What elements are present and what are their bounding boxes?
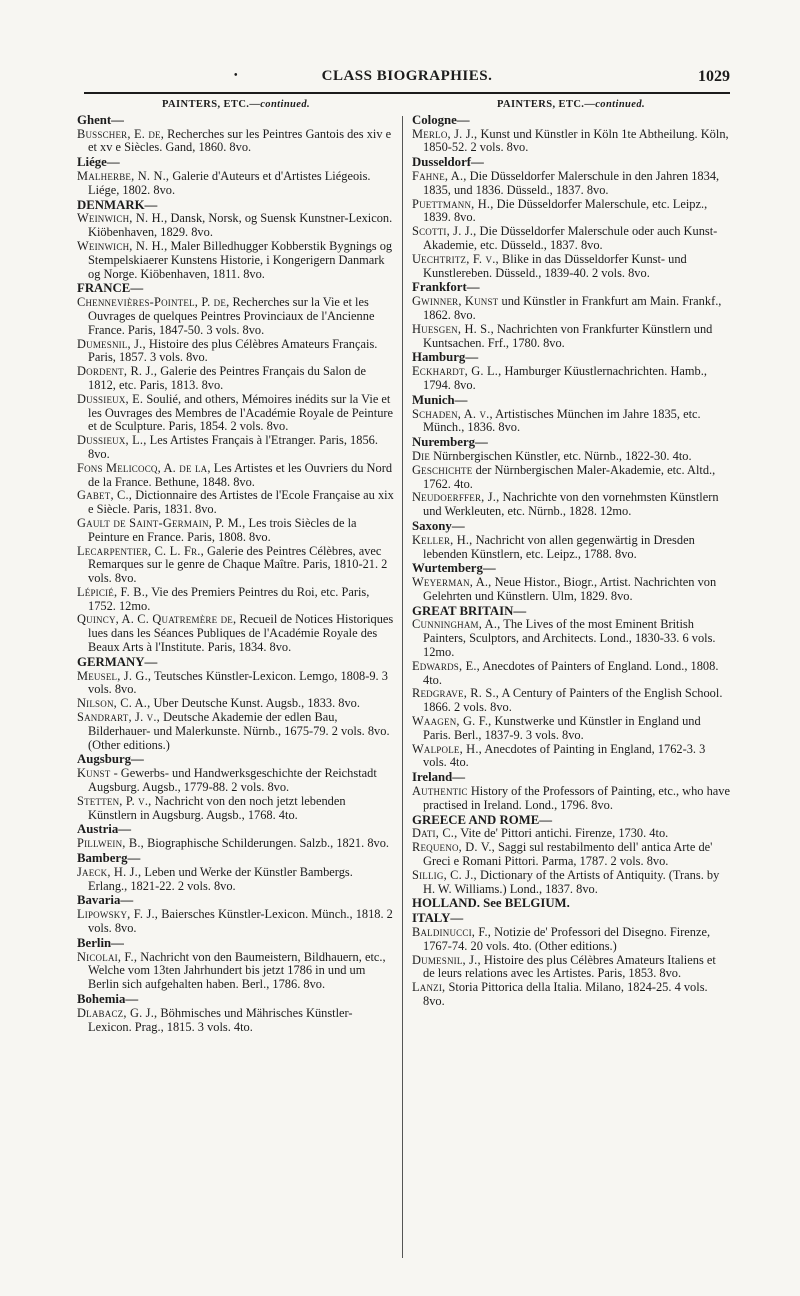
entry-author: Sandrart, J. v.,: [77, 710, 160, 725]
entry-author: Meusel, J. G.,: [77, 668, 152, 683]
entry-author: Busscher, E. de,: [77, 126, 165, 141]
entry-text: Les Artistes Français à l'Etranger. Paris, 1856. 8vo.: [88, 433, 378, 461]
entry-author: Stetten, P. v.,: [77, 793, 152, 808]
entry-author: Cunningham, A.,: [412, 617, 501, 632]
entry-author: Eckhardt, G. L.,: [412, 364, 502, 379]
section-heading: Austria—: [77, 822, 132, 837]
entry-text: Blike in das Düsseldorfer Kunst- und Kunstlereben. Düsseld., 1839-40. 2 vols. 8vo.: [423, 251, 687, 280]
section-heading: GREAT BRITAIN—: [412, 603, 527, 618]
entry-text: Maler Billedhugger Kobberstik Bygnings og Stempelskiaerer Kunstens Historie, i Kongerigern Danmark og Norge. Kiöbenhaven, 1811. 8vo.: [88, 238, 393, 281]
column-heading-text: PAINTERS, ETC.—: [496, 99, 596, 110]
bibliography-entry: [77, 489, 395, 517]
entry-text: Nachricht von allen gegenwärtig in Dresden lebenden Künstlern, etc. Leipz., 1788. 8vo.: [423, 532, 695, 561]
entry-author: Dlabacz, G. J.,: [77, 1005, 158, 1020]
bibliography-entry: [77, 767, 395, 795]
entry-author: Walpole, H.,: [412, 741, 482, 756]
bibliography-entry: [412, 785, 730, 813]
section-heading: Berlin—: [77, 935, 124, 950]
bibliography-entry: [412, 954, 730, 982]
section-heading: FRANCE—: [77, 281, 144, 296]
bibliography-entry: [77, 586, 395, 614]
entry-text: Kunst und Künstler in Köln 1te Abtheilung. Köln, 1850-52. 2 vols. 8vo.: [423, 126, 729, 155]
bibliography-entry: [77, 545, 395, 586]
entry-text: Die Düsseldorfer Malerschule, etc. Leipz., 1839. 8vo.: [423, 196, 708, 225]
entry-author: Die: [412, 448, 431, 463]
entry-text: Anecdotes of Painting in England, 1762-3. 3 vols. 4to.: [423, 741, 706, 770]
entry-text: Galerie des Peintres Français du Salon de 1812, etc. Paris, 1813. 8vo.: [88, 364, 366, 392]
entry-author: Dordent, R. J.,: [77, 364, 158, 379]
section-heading: Ghent—: [77, 112, 124, 127]
bibliography-entry: [77, 462, 395, 490]
entry-author: Redgrave, R. S.,: [412, 686, 500, 701]
right-column: [412, 98, 730, 1009]
entry-author: Gwinner, Kunst: [412, 294, 499, 309]
entry-text: Neue Histor., Biogr., Artist. Nachrichten von Gelehrten und Künstlern. Ulm, 1829. 8vo.: [423, 575, 717, 603]
entry-text: Dansk, Norsk, og Suensk Kunstner-Lexicon. Kiöbenhaven, 1829. 8vo.: [88, 211, 393, 240]
entry-author: Neudoerffer, J.,: [412, 490, 500, 505]
entry-author: Schaden, A. v.,: [412, 406, 493, 421]
column-heading: [77, 98, 395, 112]
bibliography-entry: [77, 697, 395, 711]
bibliography-entry: [412, 981, 730, 1009]
entry-text: Soulié, and others, Mémoires inédits sur la Vie et les Ouvrages des Membres de l'Académie Royale de Peinture et de Sculpture. Paris, 1854. 2 vols. 8vo.: [88, 391, 394, 434]
entry-text: Nürnbergischen Künstler, etc. Nürnb., 1822-30. 4to.: [433, 448, 692, 463]
entry-text: Nachrichte von den vornehmsten Künstlern und Werkleuten, etc. Nürnb., 1828. 12mo.: [423, 490, 719, 519]
entry-text: Dictionary of the Artists of Antiquity. (Trans. by H. W. Williams.) Lond., 1837. 8vo.: [423, 867, 720, 896]
entry-text: Nachrichten von Frankfurter Künstlern und Kuntsachen. Frf., 1780. 8vo.: [423, 321, 713, 350]
entry-text: Nachricht von den Baumeistern, Bildhauern, etc., Welche vom 13ten Jahrhundert bis jetzt 1786 in und um Berlin sich aufgehalten haben. Berl., 1786. 8vo.: [88, 949, 386, 992]
section-heading: GERMANY—: [77, 654, 158, 669]
page-number: 1029: [698, 68, 730, 85]
entry-text: Recueil de Notices Historiques lues dans les Séances Publiques de l'Académie Royale des Beaux Arts à l'Institute. Paris, 1834. 8vo.: [88, 612, 394, 655]
bibliography-entry: [412, 295, 730, 323]
column-heading: [412, 98, 730, 112]
section-heading: Augsburg—: [77, 752, 144, 767]
entry-text: Die Düsseldorfer Malerschule in den Jahren 1834, 1835, und 1836. Düsseld., 1837. 8vo.: [423, 168, 720, 197]
entry-text: Böhmisches und Mährisches Künstler-Lexicon. Prag., 1815. 3 vols. 4to.: [88, 1005, 353, 1034]
entry-text: History of the Professors of Painting, etc., who have practised in Ireland. Lond., 1796. 8vo.: [423, 784, 730, 812]
bibliography-entry: [412, 464, 730, 492]
bibliography-entry: [77, 908, 395, 936]
entry-text: Les trois Siècles de la Peinture en France. Paris, 1808. 8vo.: [88, 515, 357, 544]
entry-text: Anecdotes of Painters of England. Lond., 1808. 4to.: [423, 658, 719, 687]
entry-author: Dumesnil, J.,: [412, 952, 481, 967]
bibliography-entry: [77, 837, 395, 851]
bibliography-entry: [77, 170, 395, 198]
entry-author: Huesgen, H. S.,: [412, 321, 494, 336]
bibliography-entry: [412, 491, 730, 519]
entry-text: Histoire des plus Célèbres Amateurs Français. Paris, 1857. 3 vols. 8vo.: [88, 336, 378, 365]
entry-author: Nilson, C. A.,: [77, 696, 151, 711]
entry-author: Waagen, G. F.,: [412, 714, 492, 729]
entry-text: - Gewerbs- und Handwerksgeschichte der Reichstadt Augsburg. Augsb., 1779-88. 2 vols. 8vo.: [88, 766, 377, 795]
section-heading: Saxony—: [412, 518, 465, 533]
bibliography-entry: [77, 393, 395, 434]
bibliography-entry: [412, 323, 730, 351]
entry-text: Kunstwerke und Künstler in England und Paris. Berl., 1837-9. 3 vols. 8vo.: [423, 714, 701, 742]
entry-text: Galerie d'Auteurs et d'Artistes Liégeois. Liége, 1802. 8vo.: [88, 168, 371, 197]
entry-text: Baiersches Künstler-Lexicon. Münch., 1818. 2 vols. 8vo.: [88, 907, 393, 936]
entry-author: Lépicié, F. B.,: [77, 584, 149, 599]
entry-text: Teutsches Künstler-Lexicon. Lemgo, 1808-9. 3 vols. 8vo.: [88, 668, 388, 697]
entry-author: Nicolai, F.,: [77, 949, 138, 964]
bibliography-entry: [412, 450, 730, 464]
entry-text: A Century of Painters of the English School. 1866. 2 vols. 8vo.: [423, 686, 723, 715]
entry-text: Dictionnaire des Artistes de l'Ecole Française au xix e Siècle. Paris, 1831. 8vo.: [88, 488, 394, 517]
entry-author: Malherbe, N. N.,: [77, 168, 170, 183]
bibliography-entry: [77, 434, 395, 462]
section-heading: Ireland—: [412, 770, 466, 785]
bibliography-entry: [77, 670, 395, 698]
entry-text: Histoire des plus Célèbres Amateurs Italiens et de leurs relations avec les Artistes. Paris, 1853. 8vo.: [423, 952, 716, 981]
bibliography-entry: [412, 869, 730, 897]
entry-text: Hamburger Küustlernachrichten. Hamb., 1794. 8vo.: [423, 364, 707, 392]
entry-author: Merlo, J. J.,: [412, 126, 478, 141]
entry-author: Lanzi,: [412, 980, 446, 995]
entry-author: Jaeck, H. J.,: [77, 864, 142, 879]
section-heading: Nuremberg—: [412, 435, 488, 450]
bibliography-entry: [77, 1007, 395, 1035]
bibliography-entry: [77, 951, 395, 992]
section-heading: GREECE AND ROME—: [412, 812, 553, 827]
bibliography-entry: [412, 660, 730, 688]
entry-author: Weinwich, N. H.,: [77, 211, 168, 226]
bibliography-entry: [412, 576, 730, 604]
entry-author: Puettmann, H.,: [412, 196, 494, 211]
entry-text: der Nürnbergischen Maler-Akademie, etc. Altd., 1762. 4to.: [423, 462, 716, 491]
entry-author: Authentic: [412, 784, 468, 799]
section-heading: Cologne—: [412, 112, 470, 127]
bibliography-entry: [412, 827, 730, 841]
column-heading-cont: continued.: [260, 99, 311, 110]
bibliography-entry: [412, 253, 730, 281]
bibliography-entry: [77, 517, 395, 545]
bibliography-entry: [412, 926, 730, 954]
entry-text: Leben und Werke der Künstler Bambergs. Erlang., 1821-22. 2 vols. 8vo.: [88, 864, 353, 893]
entry-author: Edwards, E.,: [412, 658, 480, 673]
entry-text: Storia Pittorica della Italia. Milano, 1824-25. 4 vols. 8vo.: [423, 980, 708, 1008]
bibliography-entry: [77, 212, 395, 240]
entry-author: Requeno, D. V.,: [412, 840, 495, 855]
entry-text: The Lives of the most Eminent British Painters, Sculptors, and Architects. Lond., 1830-33. 6 vols. 12mo.: [423, 617, 716, 660]
section-heading: ITALY—: [412, 911, 464, 926]
entry-text: Uber Deutsche Kunst. Augsb., 1833. 8vo.: [153, 696, 360, 711]
column-divider: [402, 116, 403, 1258]
entry-author: Geschichte: [412, 462, 473, 477]
entry-author: Lipowsky, F. J.,: [77, 907, 159, 922]
bibliography-entry: [412, 687, 730, 715]
section-heading: Frankfort—: [412, 280, 480, 295]
entry-author: Quincy, A. C. Quatremère de,: [77, 612, 237, 627]
entry-text: Recherches sur la Vie et les Ouvrages de quelques Peintres Provinciaux de l'Ancienne France. Paris, 1847-50. 3 vols. 8vo.: [88, 295, 375, 337]
entry-author: Scotti, J. J.,: [412, 224, 477, 239]
section-heading: Bohemia—: [77, 992, 139, 1006]
bibliography-entry: [412, 170, 730, 198]
entry-author: Gault de Saint-Germain, P. M.,: [77, 515, 246, 530]
bibliography-entry: [77, 795, 395, 823]
section-heading: Munich—: [412, 392, 468, 407]
entry-text: Vite de' Pittori antichi. Firenze, 1730. 4to.: [460, 826, 669, 841]
bibliography-entry: [412, 198, 730, 226]
section-heading: DENMARK—: [77, 197, 158, 212]
entry-text: Artistisches München im Jahre 1835, etc. Münch., 1836. 8vo.: [423, 406, 701, 435]
bibliography-entry: [77, 866, 395, 894]
entry-author: Kunst: [77, 766, 111, 781]
bibliography-entry: [412, 128, 730, 156]
bibliography-entry: [77, 613, 395, 654]
bibliography-entry: [412, 365, 730, 393]
bibliography-entry: [77, 365, 395, 393]
entry-text: Notizie de' Professori del Disegno. Firenze, 1767-74. 20 vols. 4to. (Other editions.): [423, 925, 711, 953]
entry-author: Baldinucci, F.,: [412, 925, 492, 940]
bibliography-entry: [412, 743, 730, 771]
bibliography-entry: [412, 618, 730, 659]
entry-text: Die Düsseldorfer Malerschule oder auch Kunst-Akademie, etc. Düsseld., 1837. 8vo.: [423, 224, 718, 252]
bibliography-entry: [77, 711, 395, 752]
bibliography-entry: [77, 240, 395, 281]
entry-author: Weyerman, A.,: [412, 575, 492, 590]
bibliography-entry: [412, 408, 730, 436]
bibliography-entry: [412, 715, 730, 743]
entry-author: Dumesnil, J.,: [77, 336, 146, 351]
bibliography-entry: [412, 534, 730, 562]
entry-author: Pillwein, B.,: [77, 836, 144, 851]
entry-author: Lecarpentier, C. L. Fr.,: [77, 543, 204, 558]
section-heading: Wurtemberg—: [412, 561, 496, 576]
section-heading: Liége—: [77, 155, 120, 170]
entry-text: Recherches sur les Peintres Gantois des xiv e et xv e Siècles. Gand, 1860. 8vo.: [88, 126, 392, 155]
entry-author: Chennevières-Pointel, P. de,: [77, 295, 230, 310]
entry-author: Dussieux, E.: [77, 391, 144, 406]
bibliography-entry: [412, 841, 730, 869]
column-heading-text: PAINTERS, ETC.—: [161, 99, 261, 110]
entry-author: Weinwich, N. H.,: [77, 238, 168, 253]
entry-text: Saggi sul restabilmento dell' antica Arte de' Greci e Romani Pittori. Parma, 1787. 2 vols. 8vo.: [423, 840, 713, 869]
entry-author: Dati, C.,: [412, 826, 458, 841]
section-heading: Dusseldorf—: [412, 155, 484, 170]
entry-text: Vie des Premiers Peintres du Roi, etc. Paris, 1752. 12mo.: [88, 584, 370, 613]
entry-text: Deutsche Akademie der edlen Bau, Bilderhauer- und Malerkunste. Nürnb., 1675-79. 2 vols. 8vo. (Other editions.): [88, 710, 390, 752]
section-heading: Hamburg—: [412, 350, 479, 365]
entry-author: Keller, H.,: [412, 532, 473, 547]
running-title: • CLASS BIOGRAPHIES.: [84, 68, 730, 85]
section-heading: HOLLAND. See BELGIUM.: [412, 896, 570, 911]
entry-text: Nachricht von den noch jetzt lebenden Künstlern in Augsburg. Augsb., 1768. 4to.: [88, 793, 346, 822]
entry-text: Galerie des Peintres Célèbres, avec Remarques sur le genre de Chaque Maître. Paris, 1810-21. 2 vols. 8vo.: [88, 543, 388, 586]
entry-author: Fahne, A.,: [412, 168, 467, 183]
bibliography-entry: [412, 225, 730, 253]
entry-text: und Künstler in Frankfurt am Main. Frankf., 1862. 8vo.: [423, 294, 722, 322]
column-heading-cont: continued.: [595, 99, 646, 110]
entry-author: Uechtritz, F. v.,: [412, 251, 499, 266]
running-header: [84, 68, 730, 94]
entry-text: Biographische Schilderungen. Salzb., 1821. 8vo.: [147, 836, 389, 851]
entry-text: Les Artistes et les Ouvriers du Nord de la France. Bethune, 1848. 8vo.: [88, 460, 393, 489]
entry-author: Fons Melicocq, A. de la,: [77, 460, 211, 475]
entry-author: Sillig, C. J.,: [412, 867, 477, 882]
bibliography-entry: [77, 296, 395, 337]
entry-author: Gabet, C.,: [77, 488, 133, 503]
section-heading: Bamberg—: [77, 851, 141, 866]
section-heading: Bavaria—: [77, 893, 134, 908]
left-column: [77, 98, 395, 1034]
entry-author: Dussieux, L.,: [77, 433, 147, 448]
bibliography-entry: [77, 338, 395, 366]
bibliography-entry: [77, 128, 395, 156]
